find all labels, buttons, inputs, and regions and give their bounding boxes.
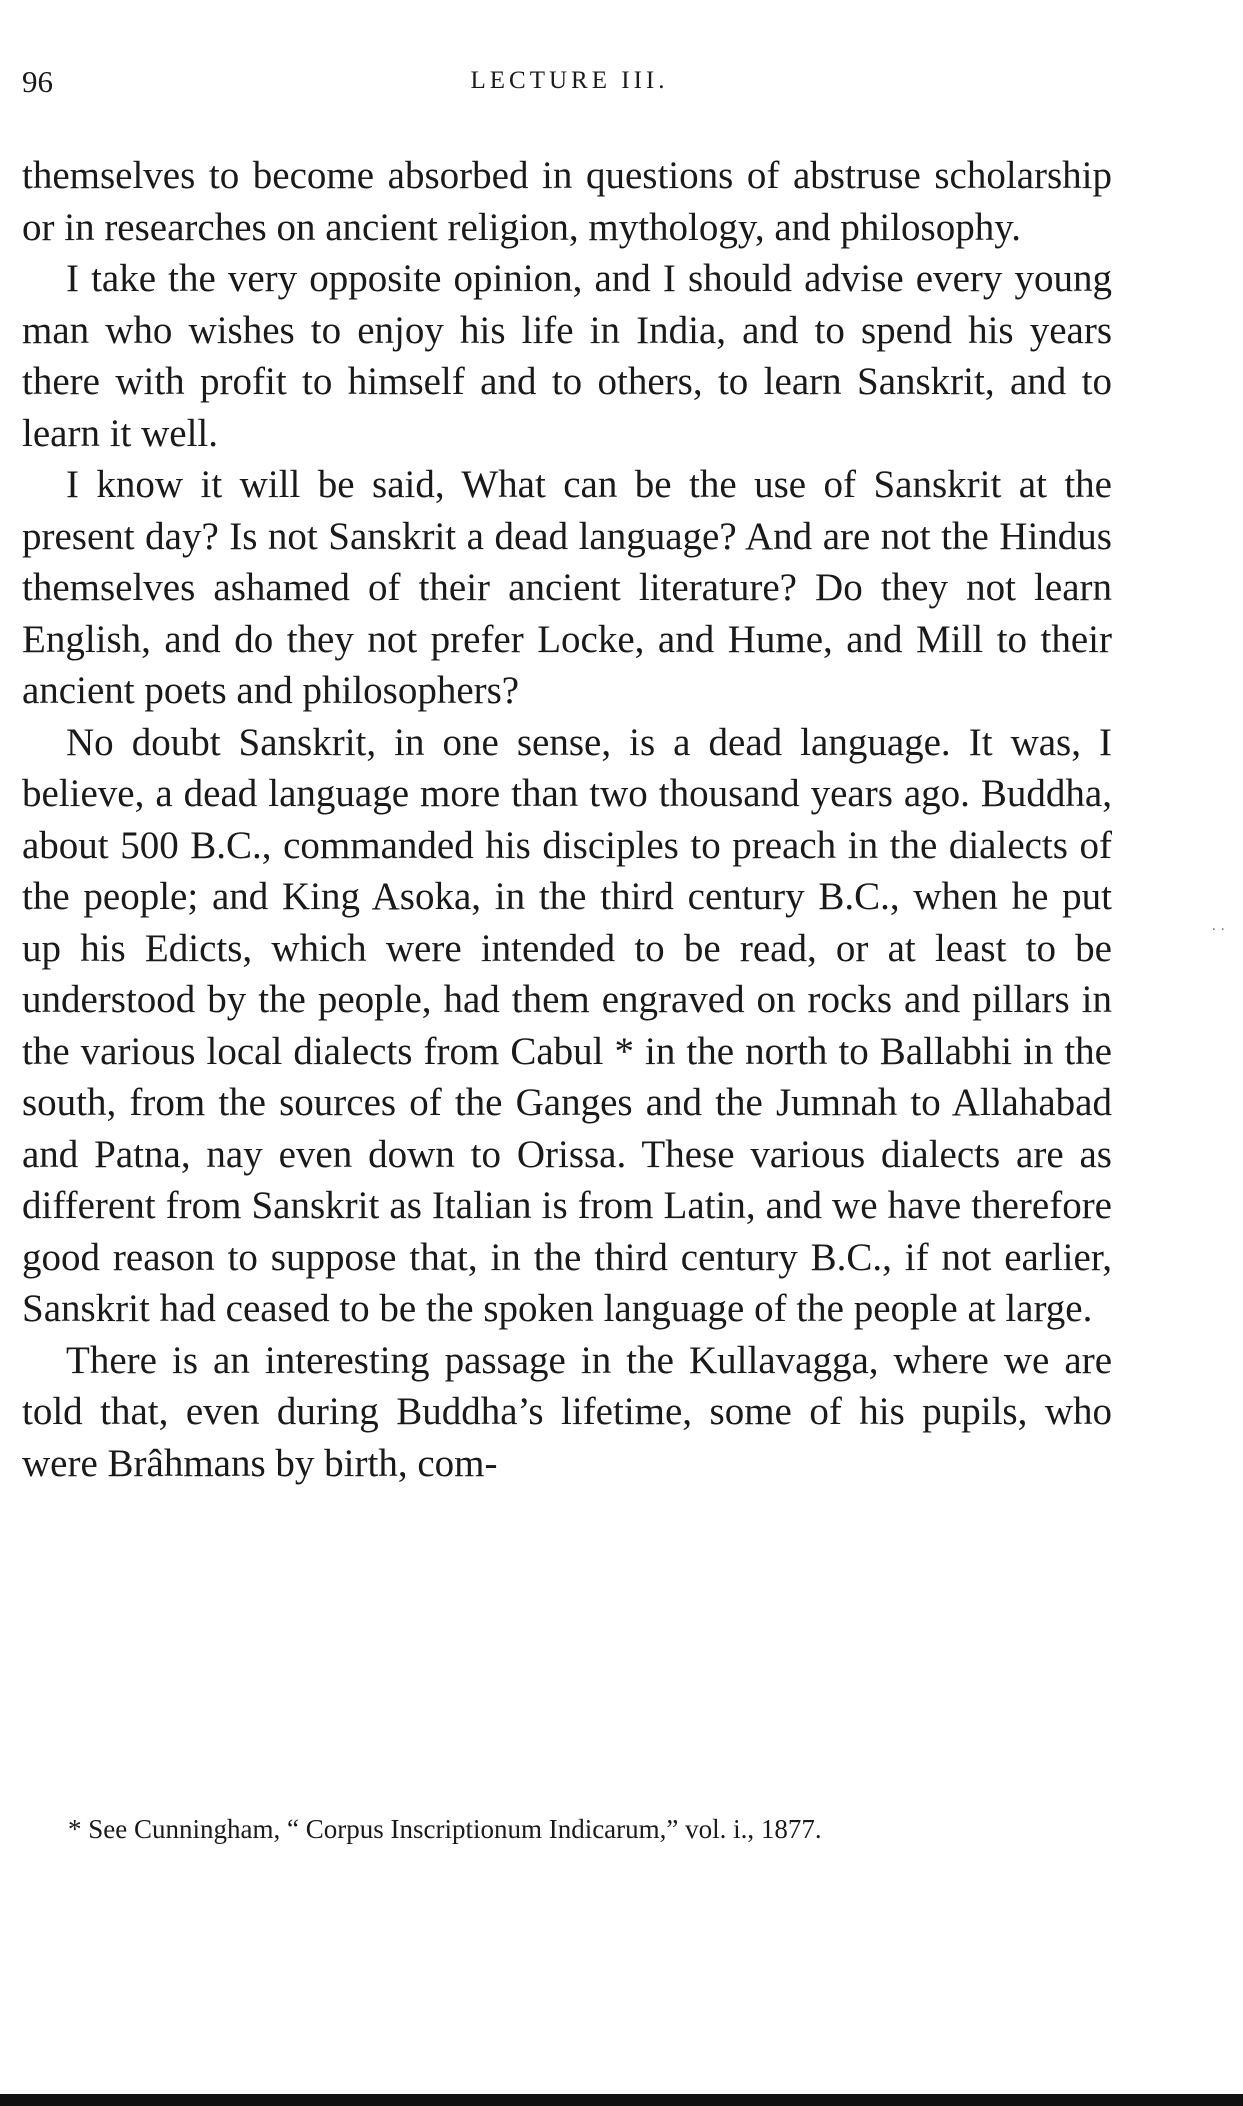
bottom-page-edge [0, 2094, 1243, 2106]
paragraph: themselves to become absorbed in questions of abstruse scholarship or in researches on ancient religion, mythology, and philosophy. [22, 154, 1112, 249]
paragraph: No doubt Sanskrit, in one sense, is a dead language. It was, I believe, a dead language more than two thousand years ago. Buddha, about 500 B.C., commanded his disciples to preach in the dialects of the people; and King Asoka, in the third century B.C., when he put up his Edicts, which were intended to be read, or at least to be understood by the people, had them engraved on rocks and pillars in the various local dialects from Cabul * in the north to Ballabhi in the south, from the sources of the Ganges and the Jumnah to Allahabad and Patna, nay even down to Orissa. These various dialects are as different from Sanskrit as Italian is from Latin, and we have therefore good reason to suppose that, in the third century B.C., if not earlier, Sanskrit had ceased to be the spoken language of the people at large. [22, 720, 1112, 1330]
paragraph: I know it will be said, What can be the use of Sanskrit at the present day? Is not Sanskrit a dead language? And are not the Hindus themselves ashamed of their ancient literature? Do they not learn English, and do they not prefer Locke, and Hume, and Mill to their ancient poets and philosophers? [22, 463, 1112, 712]
footnote-text: * See Cunningham, “ Corpus Inscriptionum Indicarum,” vol. i., 1877. [68, 1814, 822, 1844]
page-header [22, 64, 1117, 108]
footnote [22, 1808, 1112, 1850]
body-text [22, 150, 1112, 1489]
running-head: LECTURE III. [470, 67, 669, 94]
scan-specks: · · [1211, 922, 1225, 938]
page-number: 96 [22, 64, 53, 99]
paragraph: I take the very opposite opinion, and I should advise every young man who wishes to enjoy his life in India, and to spend his years there with profit to himself and to others, to learn Sanskrit, and to learn it well. [22, 257, 1112, 455]
paragraph: There is an interesting passage in the Kullavagga, where we are told that, even during Buddha’s lifetime, some of his pupils, who were Brâhmans by birth, com- [22, 1338, 1112, 1485]
